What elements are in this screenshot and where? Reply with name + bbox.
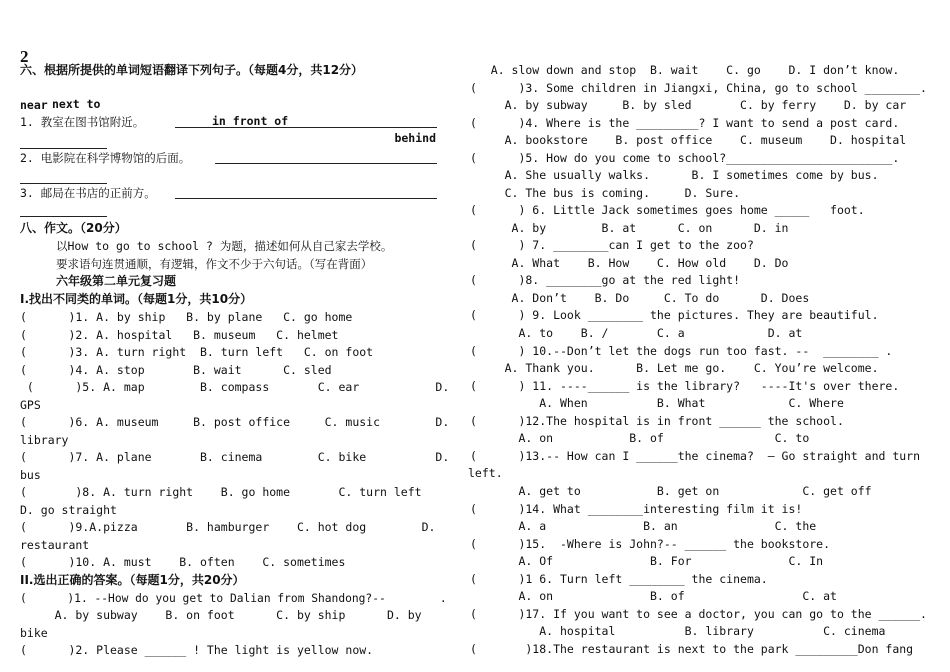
right-line: A. get to B. get on C. get off [470,484,872,498]
right-line: A. What B. How C. How old D. Do [470,256,789,270]
right-line: A. by subway B. by sled C. by ferry D. by car [470,98,907,112]
right-line: ( ) 9. Look ________ the pictures. They are beautiful. [470,308,879,322]
right-line: ( )18.The restaurant is next to the park _________Don fang [470,642,914,656]
word-next-to: next to [52,97,101,111]
right-line: ( )12.The hospital is in front ______ the school. [470,414,844,428]
right-line: A. on B. of C. to [470,431,810,445]
right-line: ( )1 6. Turn left ________ the cinema. [470,572,768,586]
right-line: ( )3. Some children in Jiangxi, China, go to school ________. [470,81,927,95]
section-8-instruction-2: 要求语句连贯通顺，有逻辑，作文不少于六句话。（写在背面） [56,257,373,271]
part2-line: bike [20,626,48,640]
right-line: ( )17. If you want to see a doctor, you can go to the ______. [470,607,927,621]
right-line: ( )15. -Where is John?-- ______ the bookstore. [470,537,831,551]
part1-line: bus [20,468,41,482]
right-line: left. [468,466,503,480]
right-line: ( ) 11. ----______ is the library? ----It's over there. [470,379,900,393]
answer-line-2b[interactable] [20,183,107,184]
right-line: A. slow down and stop B. wait C. go D. I don’t know. [470,63,900,77]
part1-line: D. go straight [20,503,117,517]
part-2-title: II.选出正确的答案。（每题1分，共20分） [20,573,245,587]
section-6-title: 六、根据所提供的单词短语翻译下列句子。（每题4分，共12分） [20,63,364,77]
right-line: A. Don’t B. Do C. To do D. Does [470,291,810,305]
part1-line: ( )6. A. museum B. post office C. music D. [20,415,450,429]
right-line: A. Of B. For C. In [470,554,824,568]
part-1-title: I.找出不同类的单词。（每题1分，共10分） [20,292,253,306]
answer-line-1a[interactable] [175,127,437,128]
right-line: ( ) 7. ________can I get to the zoo? [470,238,754,252]
part1-line: GPS [20,398,41,412]
part2-line: A. by subway B. on foot C. by ship D. by [20,608,422,622]
part1-line: ( )4. A. stop B. wait C. sled [20,363,332,377]
part1-line: ( )8. A. turn right B. go home C. turn left [20,485,422,499]
translate-item-3: 3. 邮局在书店的正前方。 [20,186,156,200]
right-line: A. bookstore B. post office C. museum D. hospital [470,133,907,147]
right-line: A. to B. / C. a D. at [470,326,803,340]
right-line: A. When B. What C. Where [470,396,844,410]
answer-line-3b[interactable] [20,216,107,217]
part1-line: ( )7. A. plane B. cinema C. bike D. [20,450,450,464]
page-number: 2 [20,47,29,66]
right-line: ( )8. ________go at the red light! [470,273,741,287]
right-line: ( ) 10.--Don’t let the dogs run too fast. -- ________ . [470,344,893,358]
right-line: ( )4. Where is the _________? I want to send a post card. [470,116,900,130]
part1-line: ( )2. A. hospital B. museum C. helmet [20,328,339,342]
part1-line: ( )1. A. by ship B. by plane C. go home [20,310,353,324]
right-line: ( )5. How do you come to school?________________________. [470,151,900,165]
part1-line: ( )3. A. turn right B. turn left C. on foot [20,345,374,359]
right-line: A. a B. an C. the [470,519,817,533]
word-behind: behind [394,131,436,145]
part2-line: ( )1. --How do you get to Dalian from Shandong?-- . [20,592,447,605]
part2-line: ( )2. Please ______ ! The light is yellow now. [20,643,374,657]
right-line: C. The bus is coming. D. Sure. [470,186,741,200]
right-line: A. hospital B. library C. cinema [470,624,886,638]
right-line: A. She usually walks. B. I sometimes come by bus. [470,168,879,182]
translate-item-1: 1. 教室在图书馆附近。 [20,115,145,129]
answer-line-2a[interactable] [215,163,437,164]
word-near: near [20,98,48,112]
word-in-front-of: in front of [212,114,289,128]
right-line: A. Thank you. B. Let me go. C. You’re welcome. [470,361,879,375]
right-line: ( )14. What ________interesting film it is! [470,502,803,516]
section-8-instruction-1: 以How to go to school ? 为题，描述如何从自己家去学校。 [56,239,393,253]
part1-line: ( )10. A. must B. often C. sometimes [20,555,346,569]
right-line: ( ) 6. Little Jack sometimes goes home _____ foot. [470,203,865,217]
right-line: A. by B. at C. on D. in [470,221,789,235]
answer-line-3a[interactable] [175,198,437,199]
answer-line-1b[interactable] [20,148,107,149]
section-8-title: 八、作文。（20分） [20,221,127,235]
part1-line: ( )5. A. map B. compass C. ear D. [20,380,450,394]
right-line: A. on B. of C. at [470,589,837,603]
right-line: ( )13.-- How can I ______the cinema? — Go straight and turn [470,449,921,463]
translate-item-2: 2. 电影院在科学博物馆的后面。 [20,151,191,165]
part1-line: restaurant [20,538,90,552]
unit-title: 六年级第二单元复习题 [56,274,177,288]
part1-line: library [20,433,69,447]
part1-line: ( )9.A.pizza B. hamburger C. hot dog D. [20,520,436,534]
